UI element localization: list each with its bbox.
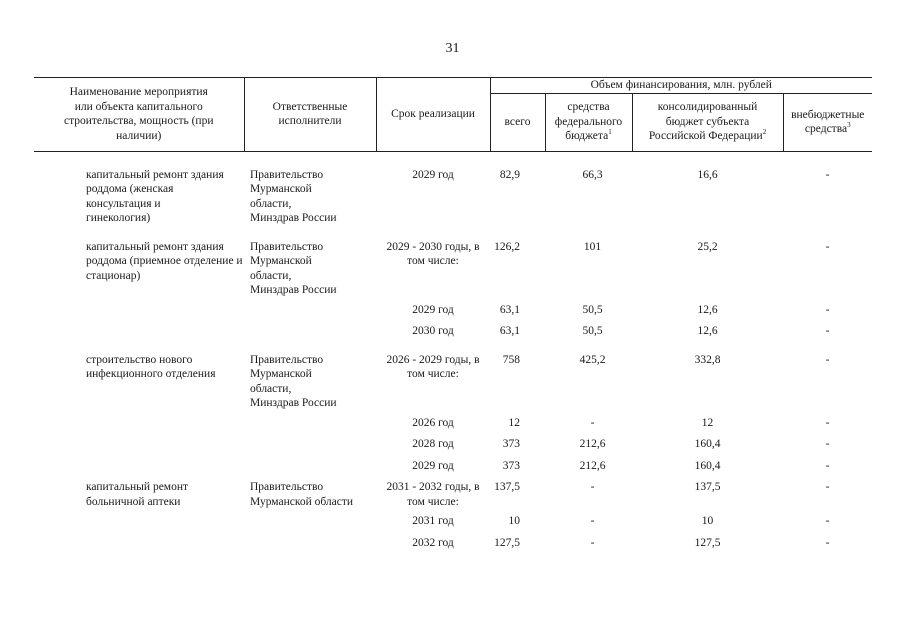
row-regional: 160,4: [694, 438, 721, 450]
row-total: 137,5: [494, 481, 520, 493]
row-extra: -: [825, 325, 830, 337]
table-row: [34, 430, 872, 452]
row-total: 127,5: [494, 536, 520, 549]
header-extra: внебюджетные средства$^3$: [783, 93, 872, 151]
table-row: [34, 353, 872, 411]
row-period: 2029 год: [412, 459, 454, 472]
row-extra: -: [825, 536, 830, 549]
row-regional: 12,6: [697, 303, 718, 316]
footnote-2: 2: [762, 128, 767, 137]
table-row: [34, 411, 872, 431]
table-row: [34, 452, 872, 474]
row-total: 63,1: [499, 325, 520, 337]
header-period: Срок реализации: [376, 78, 490, 152]
row-federal: 50,5: [582, 303, 603, 316]
row-extra: -: [825, 438, 830, 450]
row-federal: -: [590, 515, 595, 527]
row-federal: 425,2: [579, 353, 606, 366]
header-federal: средства федерального бюджета$^1$: [545, 93, 632, 151]
financing-table: [34, 77, 872, 550]
row-extra: -: [825, 303, 830, 316]
table-row: [34, 509, 872, 529]
row-regional: 25,2: [697, 240, 718, 253]
footnote-1: 1: [608, 128, 612, 137]
row-regional: 127,5: [694, 536, 721, 549]
row-total: 373: [502, 459, 520, 472]
header-financing: Объем финансирования, млн. рублей: [490, 78, 872, 94]
row-period: 2032 год: [412, 536, 454, 549]
row-total: 373: [502, 438, 520, 450]
row-total: 82,9: [499, 168, 520, 181]
row-regional: 10: [701, 515, 714, 527]
row-extra: -: [825, 416, 830, 429]
row-period: 2029 год: [412, 168, 454, 181]
table-row: [34, 240, 872, 298]
row-regional: 12: [701, 416, 714, 429]
row-federal: 101: [583, 240, 602, 253]
row-extra: -: [825, 481, 830, 493]
row-federal: -: [590, 416, 595, 429]
table-row: [34, 168, 872, 226]
table-row: [34, 529, 872, 551]
row-executor: Правительство Мурманской области, Минздрав России: [250, 240, 337, 296]
row-extra: -: [825, 459, 830, 472]
row-federal: 50,5: [582, 325, 603, 337]
row-period: 2030 год: [412, 325, 454, 337]
row-federal: 212,6: [579, 438, 606, 450]
row-extra: -: [825, 515, 830, 527]
header-total: всего: [490, 93, 545, 151]
row-federal: 212,6: [579, 459, 606, 472]
table-row: [34, 298, 872, 318]
footnote-3: 3: [847, 121, 851, 130]
row-total: 126,2: [494, 240, 520, 253]
row-period: 2029 год: [412, 303, 454, 316]
row-federal: -: [590, 481, 595, 493]
row-extra: -: [825, 240, 830, 253]
table-row: [34, 473, 872, 509]
row-regional: 332,8: [694, 353, 721, 366]
row-total: 63,1: [499, 303, 520, 316]
row-extra: -: [825, 168, 830, 181]
row-total: 12: [508, 416, 520, 429]
row-executor: Правительство Мурманской области, Минздрав России: [250, 353, 337, 409]
row-period: 2031 год: [412, 515, 454, 527]
row-regional: 137,5: [694, 481, 721, 493]
row-period: 2026 год: [412, 416, 454, 429]
row-executor: Правительство Мурманской области, Минздрав России: [250, 168, 337, 224]
row-name: капитальный ремонт здания роддома (приемное отделение и стационар): [86, 240, 243, 282]
table-row: [34, 317, 872, 339]
row-extra: -: [825, 353, 830, 366]
row-name: капитальный ремонт больничной аптеки: [86, 481, 189, 508]
row-regional: 16,6: [697, 168, 718, 181]
row-federal: 66,3: [582, 168, 603, 181]
row-name: капитальный ремонт здания роддома (женская консультация и гинекология): [86, 168, 224, 224]
header-name: Наименование мероприятия или объекта капитального строительства, мощность (при наличии): [34, 78, 244, 152]
row-total: 10: [508, 515, 520, 527]
header-regional: консолидированный бюджет субъекта Российской Федерации$^2$: [632, 93, 783, 151]
header-executors: Ответственные исполнители: [244, 78, 376, 152]
row-name: строительство нового инфекционного отделения: [86, 353, 216, 380]
row-period: 2031 - 2032 годы, в том числе:: [386, 481, 480, 508]
row-period: 2029 - 2030 годы, в том числе:: [386, 240, 480, 267]
row-federal: -: [590, 536, 595, 549]
page-number: 31: [445, 41, 460, 56]
table-header: [34, 78, 872, 152]
row-total: 758: [502, 353, 520, 366]
row-regional: 12,6: [697, 325, 718, 337]
row-regional: 160,4: [694, 459, 721, 472]
row-period: 2028 год: [412, 438, 454, 450]
row-executor: Правительство Мурманской области: [250, 481, 354, 508]
row-period: 2026 - 2029 годы, в том числе:: [386, 353, 480, 380]
